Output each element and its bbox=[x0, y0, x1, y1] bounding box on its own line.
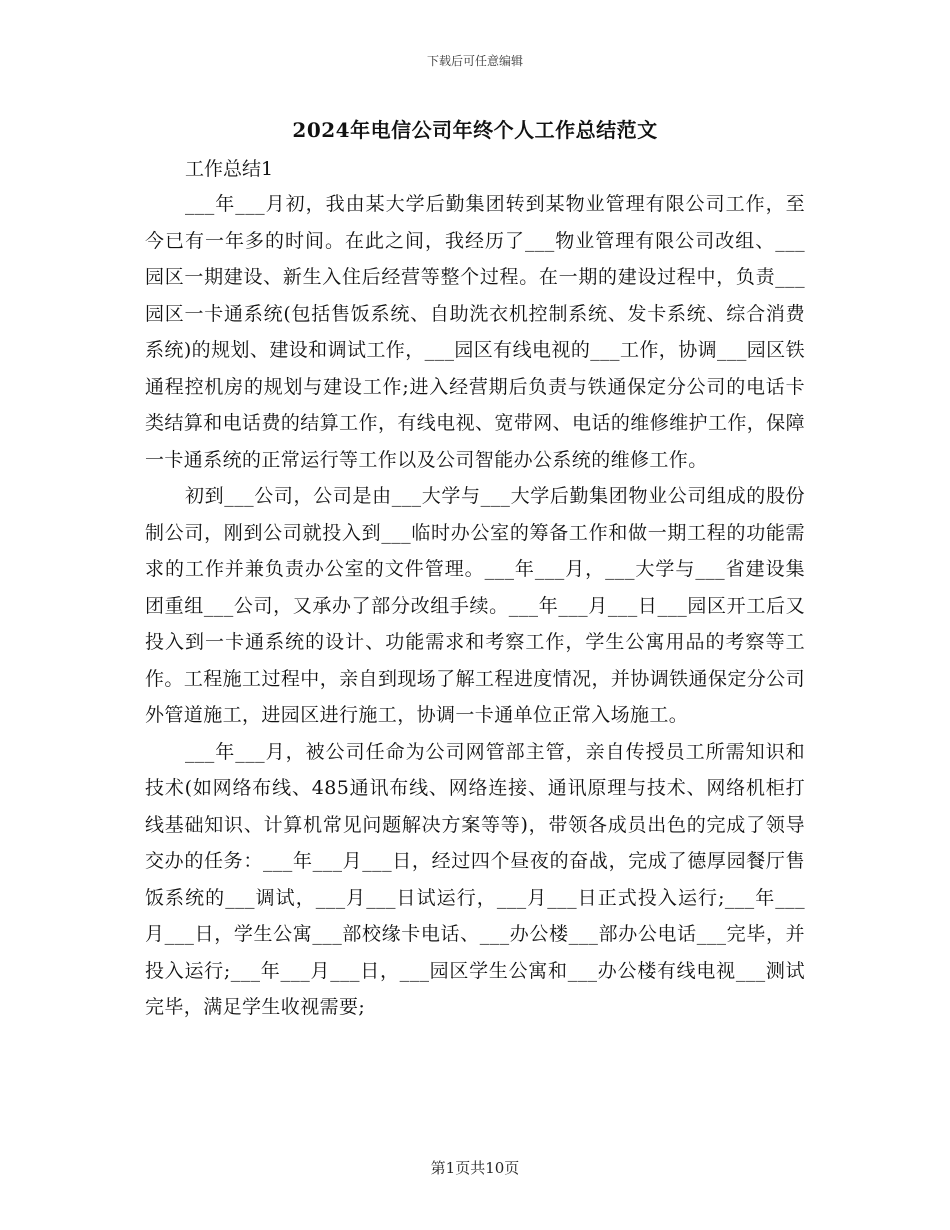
section-subheading: 工作总结1 bbox=[185, 158, 274, 180]
paragraph-3: ___年___月，被公司任命为公司网管部主管，亲自传授员工所需知识和技术(如网络布线、485通讯布线、网络连接、通讯原理与技术、网络机柜打线基础知识、计算机常见问题解决方案等等)，带领各成员出色的完成了领导交办的任务：___年___月___日，经过四个昼夜的奋战，完成了德厚园餐厅售饭系统的___调试，___月___日试运行，___月___日正式投入运行;___年___月___日，学生公寓___部校缘卡电话、___办公楼___部办公电话___完毕，并投入运行;___年___月___日，___园区学生公寓和___办公楼有线电视___测试完毕，满足学生收视需要; bbox=[145, 740, 805, 1018]
paragraph-1: ___年___月初，我由某大学后勤集团转到某物业管理有限公司工作，至今已有一年多的时间。在此之间，我经历了___物业管理有限公司改组、___园区一期建设、新生入住后经营等整个过程。在一期的建设过程中，负责___园区一卡通系统(包括售饭系统、自助洗衣机控制系统、发卡系统、综合消费系统)的规划、建设和调试工作，___园区有线电视的___工作，协调___园区铁通程控机房的规划与建设工作;进入经营期后负责与铁通保定分公司的电话卡类结算和电话费的结算工作，有线电视、宽带网、电话的维修维护工作，保障一卡通系统的正常运行等工作以及公司智能办公系统的维修工作。 bbox=[145, 193, 805, 471]
document-title: 2024年电信公司年终个人工作总结范文 bbox=[292, 118, 658, 142]
page-number: 第1页共10页 bbox=[430, 1159, 520, 1177]
document-body bbox=[145, 152, 805, 1026]
paragraph-2: 初到___公司，公司是由___大学与___大学后勤集团物业公司组成的股份制公司，刚到公司就投入到___临时办公室的筹备工作和做一期工程的功能需求的工作并兼负责办公室的文件管理。___年___月，___大学与___省建设集团重组___公司，又承办了部分改组手续。___年___月___日___园区开工后又投入到一卡通系统的设计、功能需求和考察工作，学生公寓用品的考察等工作。工程施工过程中，亲自到现场了解工程进度情况，并协调铁通保定分公司外管道施工，进园区进行施工，协调一卡通单位正常入场施工。 bbox=[145, 485, 805, 726]
header-note: 下载后可任意编辑 bbox=[426, 54, 523, 68]
